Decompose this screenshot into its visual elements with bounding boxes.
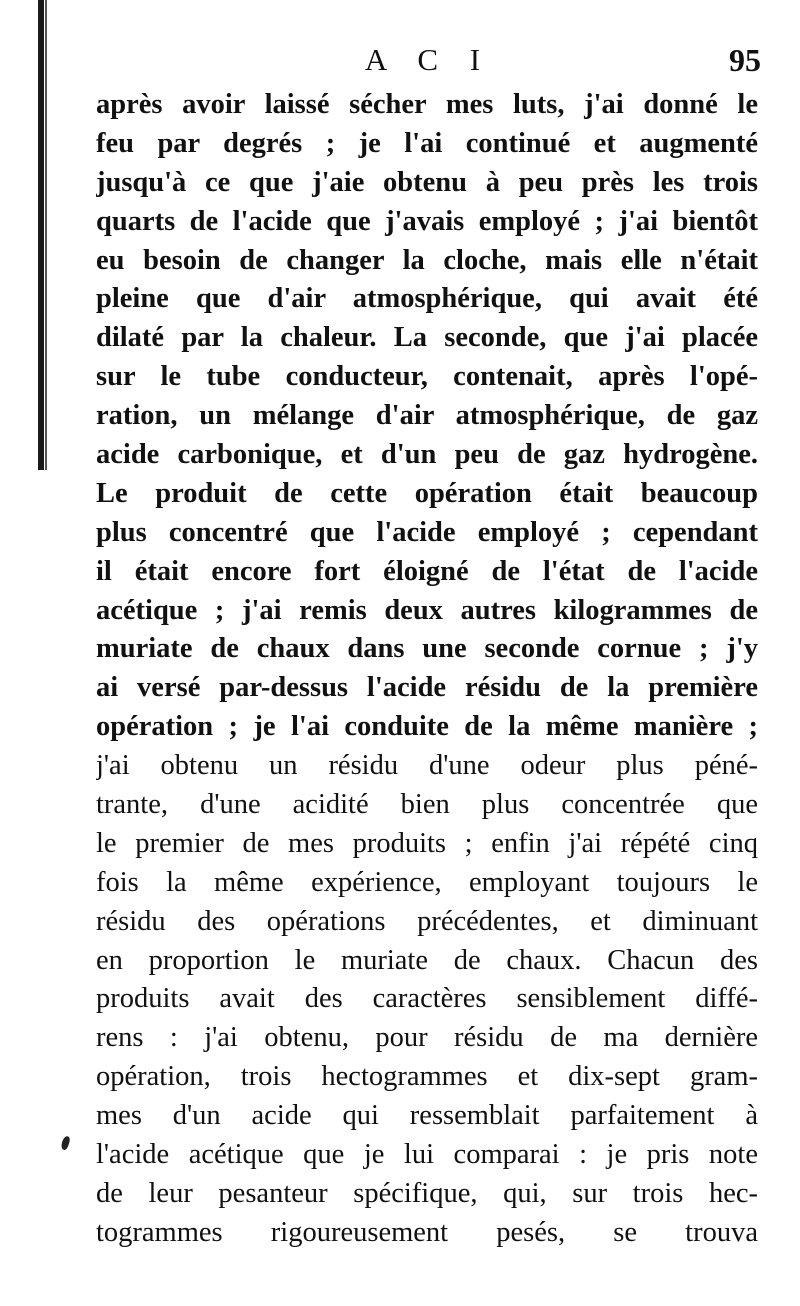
text-line: de leur pesanteur spécifique, qui, sur trois hec- — [96, 1177, 758, 1209]
text-line: en proportion le muriate de chaux. Chacun des — [96, 944, 758, 976]
text-line: quarts de l'acide que j'avais employé ; j'ai bientôt — [96, 205, 758, 237]
text-line: acétique ; j'ai remis deux autres kilogrammes de — [96, 594, 758, 626]
text-line: feu par degrés ; je l'ai continué et augmenté — [96, 127, 758, 159]
text-line: togrammes rigoureusement pesés, se trouva — [96, 1216, 758, 1248]
binding-edge-shadow — [45, 0, 47, 470]
text-line: jusqu'à ce que j'aie obtenu à peu près les trois — [96, 166, 758, 198]
binding-edge — [38, 0, 44, 470]
text-line: j'ai obtenu un résidu d'une odeur plus péné- — [96, 750, 758, 782]
body-text — [96, 86, 758, 1253]
text-line: le premier de mes produits ; enfin j'ai répété cinq — [96, 827, 758, 859]
text-line: opération ; je l'ai conduite de la même manière ; — [96, 711, 758, 743]
text-line: eu besoin de changer la cloche, mais elle n'était — [96, 244, 758, 276]
text-line: acide carbonique, et d'un peu de gaz hydrogène. — [96, 439, 758, 471]
text-line: plus concentré que l'acide employé ; cependant — [96, 516, 758, 548]
text-line: produits avait des caractères sensiblement diffé- — [96, 983, 758, 1015]
text-line: ration, un mélange d'air atmosphérique, de gaz — [96, 400, 758, 432]
text-line: après avoir laissé sécher mes luts, j'ai donné le — [96, 89, 758, 120]
running-head-title: A C I — [364, 42, 493, 77]
text-line: dilaté par la chaleur. La seconde, que j'ai placée — [96, 322, 758, 354]
ink-speck — [60, 1135, 71, 1151]
running-head — [96, 40, 761, 80]
text-line: fois la même expérience, employant toujours le — [96, 866, 758, 898]
text-line: sur le tube conducteur, contenait, après l'opé- — [96, 361, 758, 393]
text-line: opération, trois hectogrammes et dix-sept gram- — [96, 1061, 758, 1093]
text-line: muriate de chaux dans une seconde cornue ; j'y — [96, 633, 758, 665]
text-line: pleine que d'air atmosphérique, qui avait été — [96, 283, 758, 315]
text-line: ai versé par-dessus l'acide résidu de la première — [96, 672, 758, 704]
text-line: trante, d'une acidité bien plus concentrée que — [96, 789, 758, 821]
text-line: Le produit de cette opération était beaucoup — [96, 477, 758, 509]
page-number: 95 — [729, 42, 761, 78]
text-line: résidu des opérations précédentes, et diminuant — [96, 905, 758, 937]
text-line: rens : j'ai obtenu, pour résidu de ma dernière — [96, 1022, 758, 1054]
text-line: l'acide acétique que je lui comparai : je pris note — [96, 1139, 758, 1171]
text-line: mes d'un acide qui ressemblait parfaitement à — [96, 1100, 758, 1132]
text-line: il était encore fort éloigné de l'état de l'acide — [96, 555, 758, 587]
